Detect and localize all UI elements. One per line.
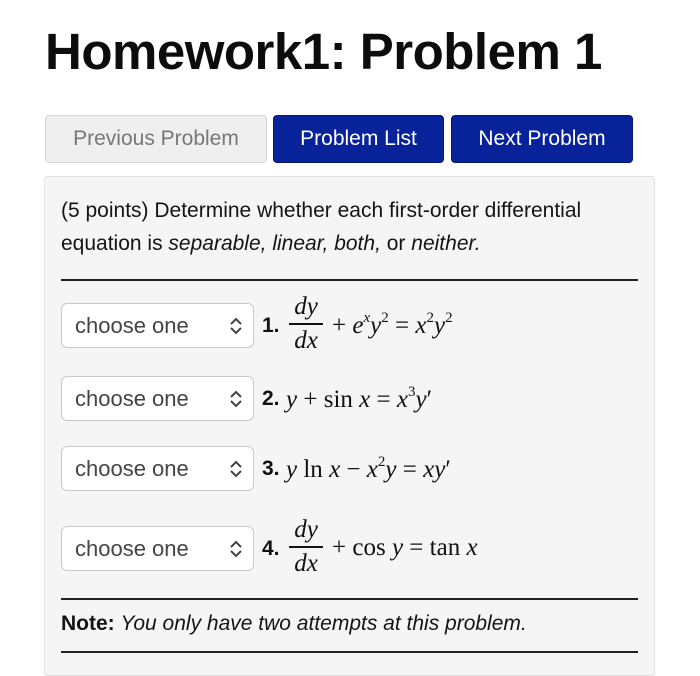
note-label: Note: bbox=[61, 612, 115, 635]
previous-problem-button[interactable]: Previous Problem bbox=[45, 115, 267, 163]
equation-2: $y + \sin x = x^3y'$ bbox=[286, 384, 433, 413]
select-value: choose one bbox=[75, 455, 189, 481]
fraction-denominator: dx bbox=[294, 326, 318, 354]
answer-select-4[interactable] bbox=[61, 526, 254, 571]
select-value: choose one bbox=[75, 535, 189, 561]
prompt-last-option: neither. bbox=[411, 232, 481, 255]
fraction-numerator: dy bbox=[294, 293, 318, 320]
prompt-options: separable, linear, both, bbox=[168, 232, 381, 255]
fraction-bar bbox=[289, 546, 323, 548]
question-number-4: 4. bbox=[262, 537, 280, 560]
divider-bottom bbox=[61, 651, 638, 653]
fraction-bar bbox=[289, 323, 323, 325]
select-value: choose one bbox=[75, 385, 189, 411]
fraction-dy-dx-1 bbox=[289, 293, 323, 355]
answer-select-2[interactable] bbox=[61, 376, 254, 421]
answer-select-1[interactable] bbox=[61, 303, 254, 348]
problem-prompt bbox=[61, 194, 651, 260]
chevron-updown-icon bbox=[229, 316, 243, 336]
equation-4: + cos y = tan x bbox=[332, 534, 478, 561]
prompt-text: (5 points) Determine whether each first-order differential equation is bbox=[61, 199, 582, 255]
chevron-updown-icon bbox=[229, 459, 243, 479]
divider-top bbox=[61, 279, 638, 281]
question-number-1: 1. bbox=[262, 314, 280, 337]
note bbox=[61, 612, 527, 636]
next-problem-button[interactable]: Next Problem bbox=[451, 115, 633, 163]
equation-1: + $e^xy^2 = x^2y^2$ bbox=[332, 310, 453, 339]
divider-middle bbox=[61, 598, 638, 600]
note-text: You only have two attempts at this problem. bbox=[120, 612, 527, 635]
fraction-numerator: dy bbox=[294, 516, 318, 543]
prompt-or: or bbox=[386, 232, 406, 255]
chevron-updown-icon bbox=[229, 389, 243, 409]
equation-3: y $\ln x - x^2y = xy'$ bbox=[286, 454, 451, 483]
fraction-dy-dx-4 bbox=[289, 516, 323, 578]
question-number-2: 2. bbox=[262, 387, 280, 410]
page-title: Homework1: Problem 1 bbox=[45, 23, 602, 80]
answer-select-3[interactable] bbox=[61, 446, 254, 491]
select-value: choose one bbox=[75, 312, 189, 338]
chevron-updown-icon bbox=[229, 539, 243, 559]
fraction-denominator: dx bbox=[294, 549, 318, 577]
problem-list-button[interactable]: Problem List bbox=[273, 115, 444, 163]
question-number-3: 3. bbox=[262, 457, 280, 480]
